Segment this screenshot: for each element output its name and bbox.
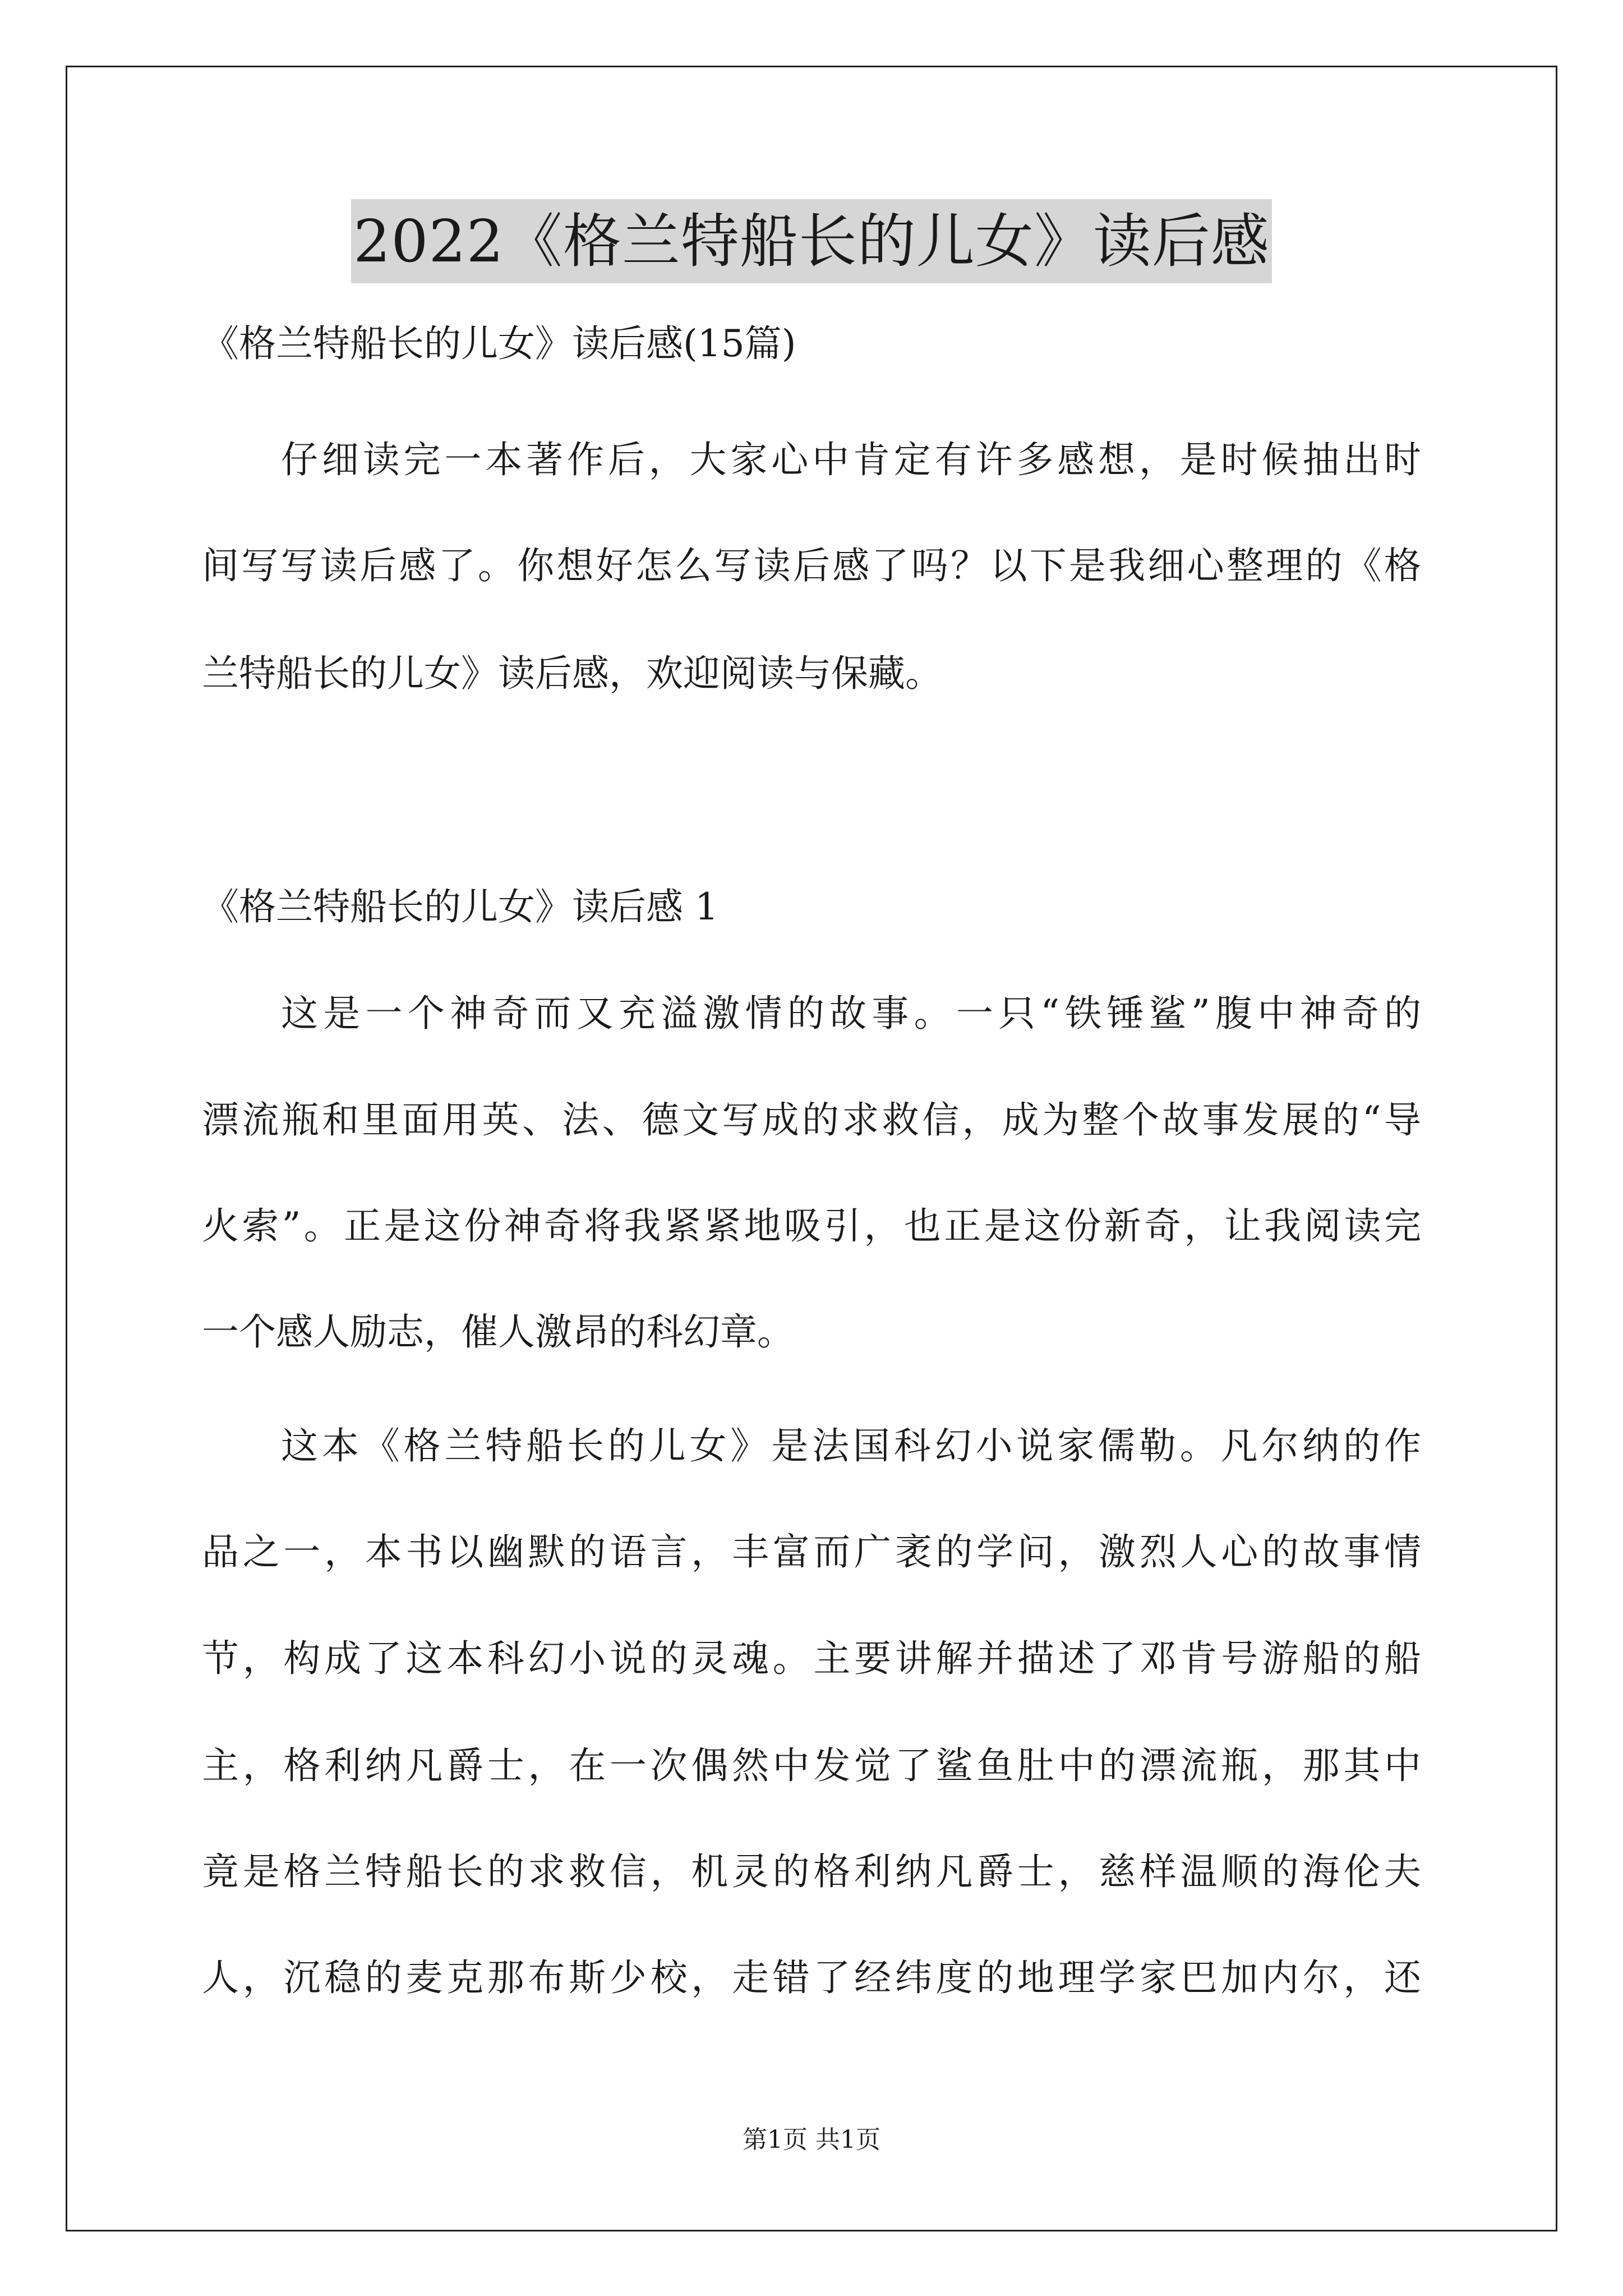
document-title: 2022《格兰特船长的儿女》读后感 (351, 199, 1272, 283)
page-footer: 第1页 共1页 (743, 2125, 880, 2154)
para1-line-4: 一个感人励志，催人激昂的科幻章。 (202, 1310, 794, 1354)
intro-line-1: 仔细读完一本著作后，大家心中肯定有许多感想，是时候抽出时 (281, 438, 1421, 481)
para2-line-5: 竟是格兰特船长的求救信，机灵的格利纳凡爵士，慈样温顺的海伦夫 (202, 1850, 1421, 1893)
page-border (66, 66, 1557, 2231)
section-heading: 《格兰特船长的儿女》读后感 1 (202, 885, 718, 928)
para2-line-3: 节，构成了这本科幻小说的灵魂。主要讲解并描述了邓肯号游船的船 (202, 1637, 1421, 1680)
intro-line-3: 兰特船长的儿女》读后感，欢迎阅读与保藏。 (202, 652, 942, 695)
para2-line-6: 人，沉稳的麦克那布斯少校，走错了经纬度的地理学家巴加内尔，还 (202, 1956, 1421, 1999)
para1-line-2: 漂流瓶和里面用英、法、德文写成的求救信，成为整个故事发展的“导 (202, 1098, 1421, 1142)
document-subtitle: 《格兰特船长的儿女》读后感(15篇) (202, 322, 796, 365)
para2-line-2: 品之一，本书以幽默的语言，丰富而广袤的学问，激烈人心的故事情 (202, 1530, 1421, 1573)
para2-line-4: 主，格利纳凡爵士，在一次偶然中发觉了鲨鱼肚中的漂流瓶，那其中 (202, 1744, 1421, 1787)
para2-line-1: 这本《格兰特船长的儿女》是法国科幻小说家儒勒。凡尔纳的作 (281, 1424, 1421, 1467)
intro-line-2: 间写写读后感了。你想好怎么写读后感了吗？以下是我细心整理的《格 (202, 544, 1421, 587)
para1-line-3: 火索”。正是这份神奇将我紧紧地吸引，也正是这份新奇，让我阅读完 (202, 1204, 1421, 1248)
para1-line-1: 这是一个神奇而又充溢激情的故事。一只“铁锤鲨”腹中神奇的 (281, 992, 1421, 1035)
title-wrap (0, 199, 1623, 283)
